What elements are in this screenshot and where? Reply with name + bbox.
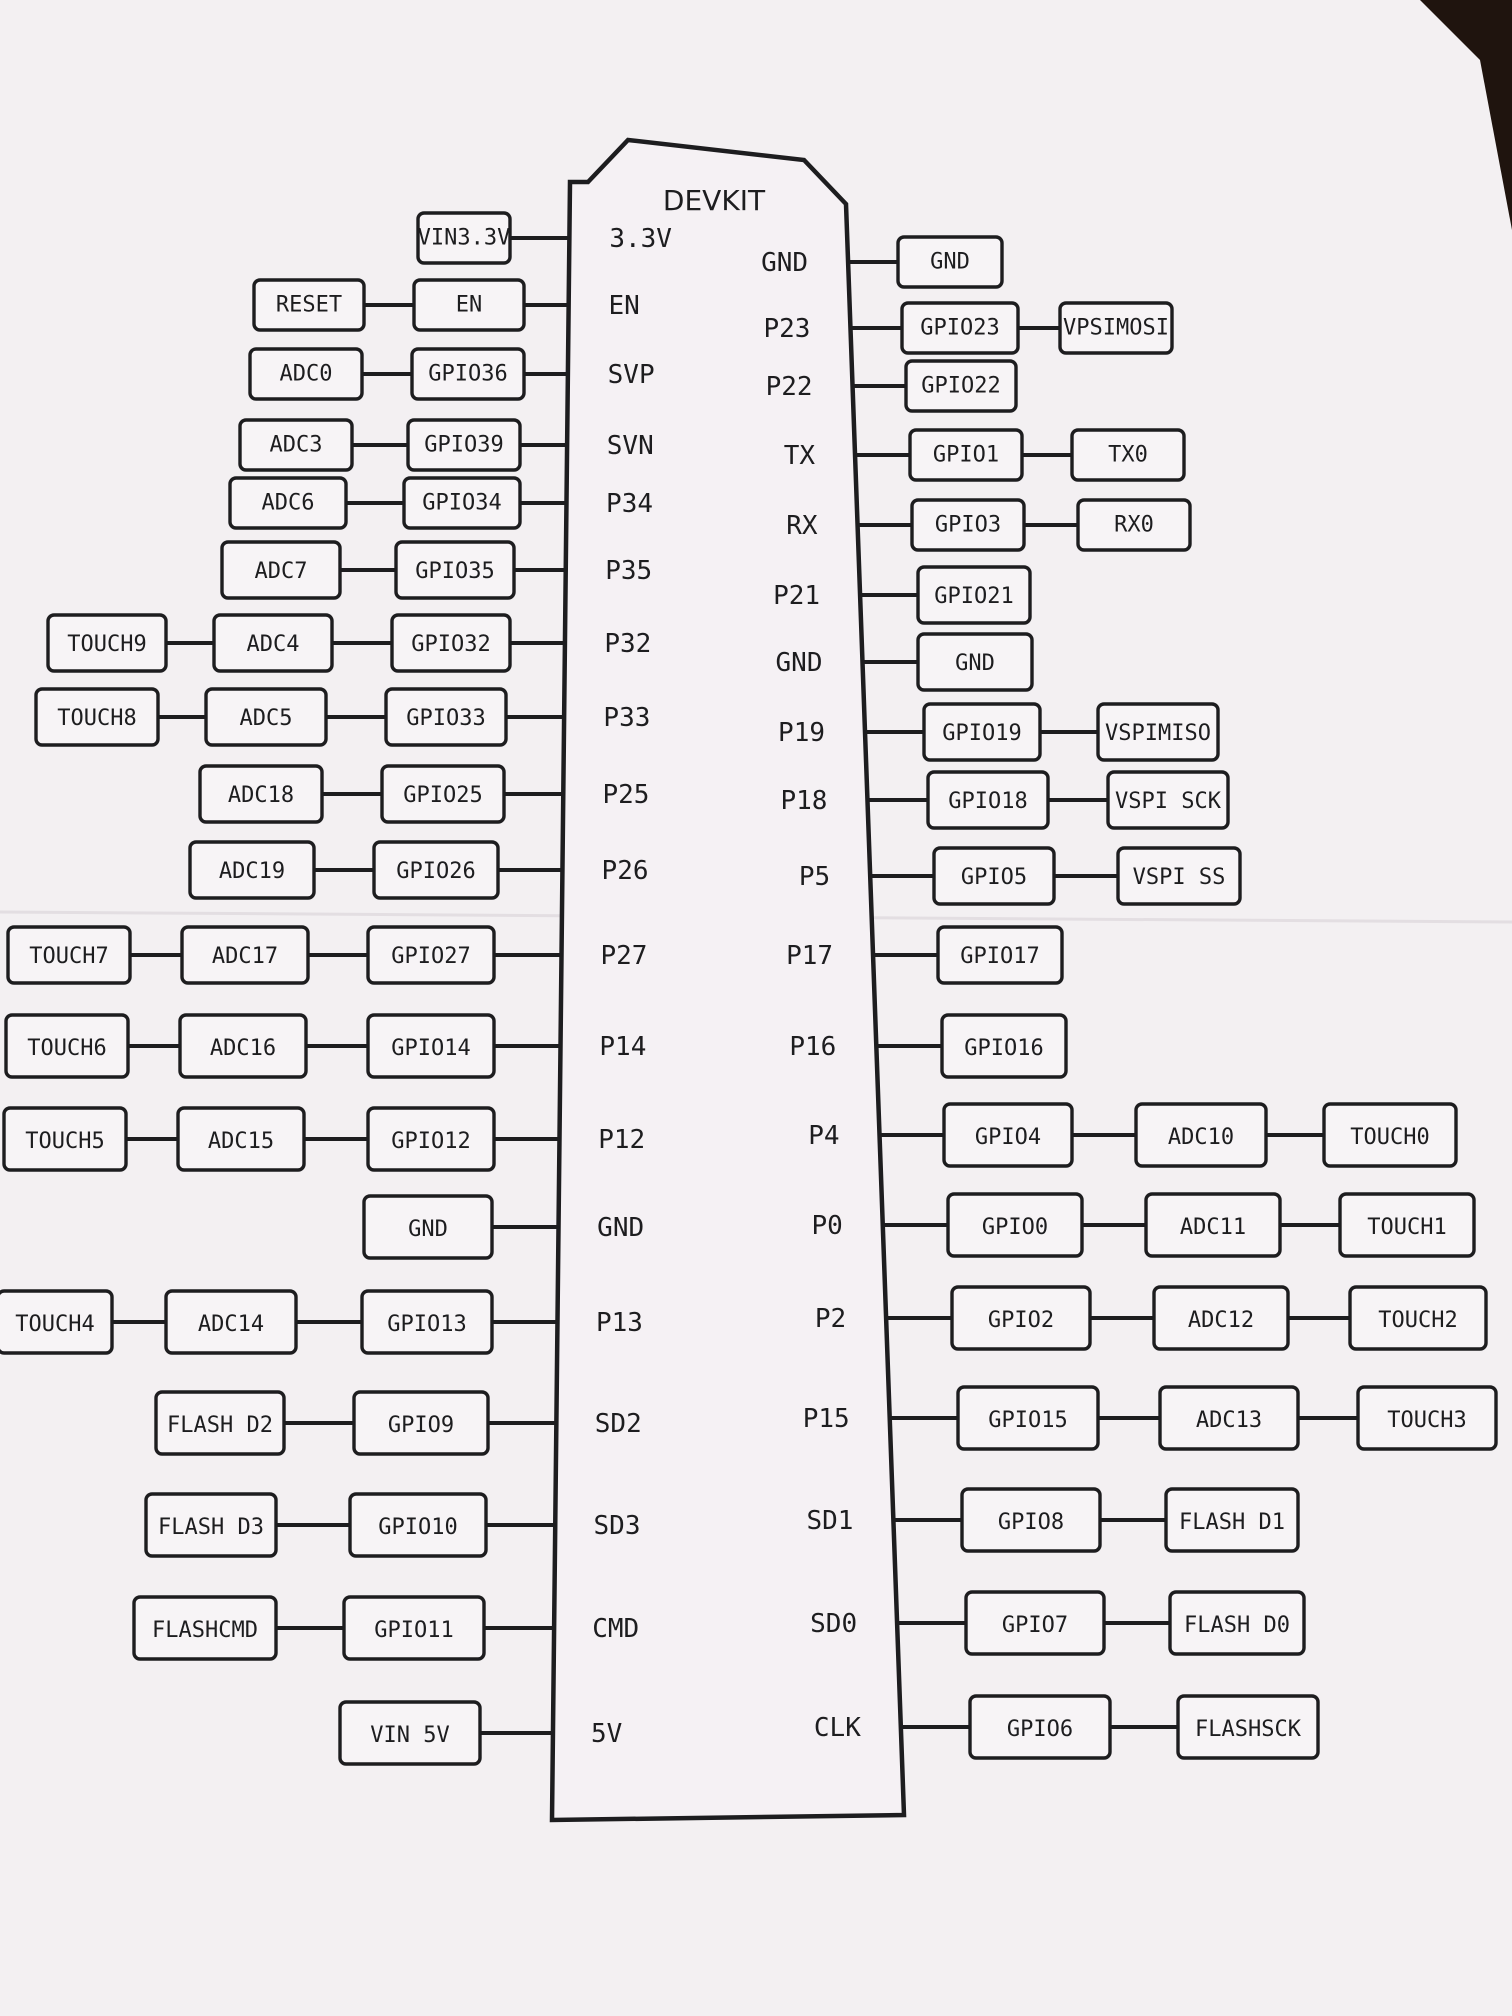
label-gpio39: GPIO39 (424, 432, 504, 458)
chip-pin-label: P23 (763, 314, 811, 344)
label-gpio11: GPIO11 (374, 1618, 454, 1643)
label-gpio15: GPIO15 (988, 1408, 1068, 1433)
label-en: EN (455, 292, 483, 318)
chip-pin-label: SVN (606, 431, 654, 461)
label-adc15: ADC15 (207, 1129, 275, 1154)
chip-pin-label: P16 (789, 1032, 837, 1062)
label-gnd: GND (955, 650, 995, 676)
label-gpio25: GPIO25 (403, 782, 483, 808)
devkit-chip (552, 140, 904, 1820)
chip-pin-label: P18 (780, 786, 828, 816)
label-gpio27: GPIO27 (391, 943, 471, 969)
label-vspi-sck: VSPI SCK (1115, 788, 1221, 814)
label-touch1: TOUCH1 (1367, 1215, 1447, 1240)
label-adc11: ADC11 (1179, 1215, 1247, 1240)
label-gpio33: GPIO33 (406, 705, 486, 731)
label-flashcmd: FLASHCMD (152, 1618, 258, 1643)
label-adc17: ADC17 (211, 943, 279, 969)
label-gpio34: GPIO34 (422, 490, 502, 516)
label-touch3: TOUCH3 (1387, 1408, 1467, 1433)
chip-pin-label: 3.3V (609, 224, 672, 254)
label-flash-d0: FLASH D0 (1184, 1613, 1290, 1638)
chip-pin-label: P34 (606, 489, 654, 519)
label-gpio6: GPIO6 (1006, 1717, 1074, 1742)
label-rx0: RX0 (1114, 512, 1154, 538)
chip-pin-label: P12 (598, 1125, 646, 1155)
label-vpsimosi: VPSIMOSI (1063, 315, 1169, 341)
label-adc14: ADC14 (197, 1312, 265, 1337)
chip-pin-label: P4 (808, 1121, 840, 1151)
label-gpio5: GPIO5 (960, 864, 1028, 890)
chip-pin-label: P26 (601, 856, 649, 886)
chip-pin-label: P21 (773, 581, 821, 611)
chip-pin-label: P13 (596, 1308, 643, 1338)
label-flash-d3: FLASH D3 (158, 1515, 264, 1540)
label-touch7: TOUCH7 (29, 943, 109, 969)
chip-pin-label: P35 (605, 556, 653, 586)
label-touch8: TOUCH8 (57, 705, 137, 731)
label-gpio19: GPIO19 (942, 720, 1022, 746)
label-adc0: ADC0 (279, 361, 333, 387)
chip-pin-label: P2 (814, 1304, 847, 1334)
chip-pin-label: GND (597, 1213, 645, 1243)
chip-pin-label: GND (775, 648, 823, 678)
label-flashsck: FLASHSCK (1195, 1717, 1301, 1742)
label-tx0: TX0 (1108, 442, 1148, 468)
label-adc19: ADC19 (218, 858, 286, 884)
label-touch4: TOUCH4 (15, 1312, 95, 1337)
label-adc6: ADC6 (261, 490, 315, 516)
label-adc4: ADC4 (246, 631, 300, 657)
label-gpio8: GPIO8 (997, 1510, 1065, 1535)
label-adc3: ADC3 (269, 432, 323, 458)
label-gpio12: GPIO12 (391, 1129, 471, 1154)
chip-pin-label: EN (608, 291, 640, 321)
label-reset: RESET (275, 292, 343, 318)
label-touch5: TOUCH5 (25, 1129, 105, 1154)
chip-pin-label: P5 (798, 862, 831, 892)
label-gpio23: GPIO23 (920, 315, 1000, 341)
chip-pin-label: SD2 (594, 1409, 642, 1439)
label-gpio9: GPIO9 (387, 1413, 455, 1438)
chip-pin-label: P27 (600, 941, 648, 971)
label-adc12: ADC12 (1187, 1308, 1255, 1333)
label-vspimiso: VSPIMISO (1105, 720, 1211, 746)
chip-pin-label: SD0 (810, 1609, 858, 1639)
label-vin3-3v: VIN3.3V (417, 225, 511, 251)
chip-pin-label: SD1 (806, 1506, 854, 1536)
label-gnd: GND (930, 249, 970, 275)
label-vspi-ss: VSPI SS (1132, 864, 1226, 890)
label-gpio32: GPIO32 (411, 631, 491, 657)
label-vin-5v: VIN 5V (370, 1723, 450, 1748)
chip-pin-label: P32 (604, 629, 652, 659)
label-flash-d2: FLASH D2 (167, 1413, 273, 1438)
label-gpio0: GPIO0 (981, 1215, 1049, 1240)
chip-pin-label: P17 (786, 941, 834, 971)
chip-pin-label: 5V (590, 1719, 623, 1749)
label-adc10: ADC10 (1167, 1125, 1235, 1150)
chip-pin-label: P0 (811, 1211, 843, 1241)
chip-pin-label: P25 (602, 780, 650, 810)
chip-pin-label: CMD (592, 1614, 640, 1644)
chip-pin-label: P19 (778, 718, 826, 748)
chip-pin-label: P14 (599, 1032, 647, 1062)
label-flash-d1: FLASH D1 (1179, 1510, 1285, 1535)
label-gpio22: GPIO22 (921, 373, 1001, 399)
chip-pin-label: P33 (603, 703, 651, 733)
chip-pin-label: SD3 (593, 1511, 641, 1541)
label-gpio10: GPIO10 (378, 1515, 458, 1540)
label-touch2: TOUCH2 (1378, 1308, 1458, 1333)
label-adc16: ADC16 (209, 1036, 277, 1061)
label-adc7: ADC7 (254, 558, 308, 584)
label-gpio18: GPIO18 (948, 788, 1028, 814)
label-gpio2: GPIO2 (987, 1308, 1055, 1333)
label-adc18: ADC18 (227, 782, 295, 808)
label-gpio13: GPIO13 (387, 1312, 467, 1337)
label-gpio35: GPIO35 (415, 558, 495, 584)
label-adc13: ADC13 (1195, 1408, 1263, 1433)
chip-pin-label: TX (783, 441, 816, 471)
label-gpio1: GPIO1 (932, 442, 1000, 468)
label-touch9: TOUCH9 (67, 631, 147, 657)
chip-pin-label: SVP (607, 360, 655, 390)
label-gpio36: GPIO36 (428, 361, 508, 387)
label-gpio17: GPIO17 (960, 943, 1040, 969)
chip-title: DEVKIT (662, 184, 766, 217)
label-touch6: TOUCH6 (27, 1036, 107, 1061)
label-gpio3: GPIO3 (934, 512, 1002, 538)
label-gpio7: GPIO7 (1001, 1613, 1069, 1638)
label-gpio4: GPIO4 (974, 1125, 1042, 1150)
chip-pin-label: RX (786, 511, 818, 541)
chip-pin-label: P22 (765, 372, 813, 402)
label-gpio16: GPIO16 (964, 1036, 1044, 1061)
chip-pin-label: GND (761, 248, 809, 278)
chip-pin-label: P15 (802, 1404, 850, 1434)
label-gpio14: GPIO14 (391, 1036, 471, 1061)
label-gpio26: GPIO26 (396, 858, 476, 884)
label-adc5: ADC5 (239, 705, 293, 731)
label-touch0: TOUCH0 (1350, 1125, 1430, 1150)
chip-pin-label: CLK (813, 1713, 861, 1743)
label-gnd: GND (408, 1217, 448, 1242)
label-gpio21: GPIO21 (934, 583, 1014, 609)
